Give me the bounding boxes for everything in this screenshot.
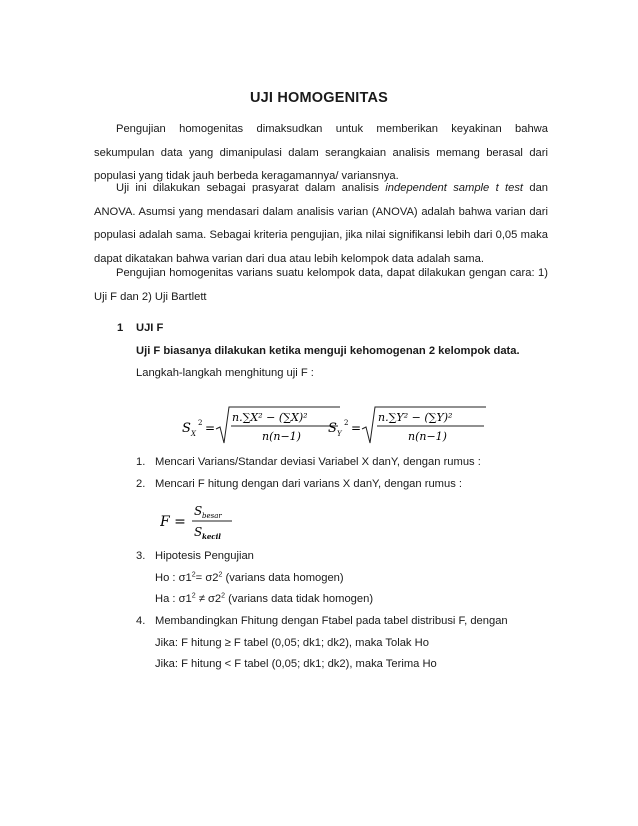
sx-numerator: n.∑X² − (∑X)² [232,411,308,424]
hypothesis-ho [155,571,344,585]
intro-paragraph-2-text-b: dan ANOVA. Asumsi yang mendasari dalam analisis varian (ANOVA) adalah bahwa varian dari populasi adalah sama. Sebagai kriteria pengujian, jika nilai signifikansi lebih dari 0,05 maka dapat dikatakan bahwa varian dari dua atau lebih kelompok data adalah sama. [94,182,549,265]
formula-sx-svg [182,405,342,447]
f-numerator-sub: besar [202,512,222,520]
step-4-number: 4. [136,615,146,627]
formula-f-svg [160,500,260,544]
sy-numerator: n.∑Y² − (∑Y)² [378,411,453,424]
ha-exp-2: 2 [221,592,226,600]
page-title: UJI HOMOGENITAS [249,90,389,106]
decision-reject: Jika: F hitung ≥ F tabel (0,05; dk1; dk2), maka Tolak Ho [155,637,429,649]
step-2-text: Mencari F hitung dengan dari varians X danY, dengan rumus : [155,478,463,490]
step-4-text: Membandingkan Fhitung dengan Ftabel pada tabel distribusi F, dengan [155,615,508,627]
f-numerator: S [194,504,203,518]
sx-exponent: 2 [198,419,203,427]
ha-part-c: (varians data tidak homogen) [225,593,374,605]
sx-equals: = [205,421,216,435]
f-denominator-sub: kecil [202,532,221,541]
formula-sy-svg [328,405,488,447]
step-3-number: 3. [136,550,146,562]
sx-denominator: n(n−1) [262,430,301,443]
decision-accept: Jika: F hitung < F tabel (0,05; dk1; dk2), maka Terima Ho [155,658,437,670]
intro-paragraph-2 [94,177,548,271]
ho-exp-1: 2 [191,571,196,579]
step-3-text: Hipotesis Pengujian [155,550,254,562]
f-lhs: F = [160,514,186,530]
f-denominator: S [194,525,203,539]
sy-equals: = [351,421,362,435]
step-2-number: 2. [136,478,146,490]
formula-sx [182,405,342,447]
sy-symbol: S [328,421,337,436]
intro-paragraph-2-italic: independent sample t test [385,182,524,194]
ho-exp-2: 2 [218,571,223,579]
step-1-text: Mencari Varians/Standar deviasi Variabel X danY, dengan rumus : [155,456,481,468]
intro-paragraph-2-text-a: Uji ini dilakukan sebagai prasyarat dalam analisis [116,182,386,194]
section-bold-line: Uji F biasanya dilakukan ketika menguji kehomogenan 2 kelompok data. [136,345,520,357]
ho-part-b: = σ2 [195,572,219,584]
ha-part-b: ≠ σ2 [195,593,222,605]
formula-sy [328,405,488,447]
sx-subscript: X [191,430,196,438]
formula-f [160,500,260,544]
step-1-number: 1. [136,456,146,468]
intro-paragraph-3 [94,262,548,309]
ha-part-a: Ha : σ1 [155,593,192,605]
steps-intro: Langkah-langkah menghitung uji F : [136,367,314,379]
hypothesis-ha [155,592,373,606]
ho-part-c: (varians data homogen) [222,572,344,584]
sy-exponent: 2 [344,419,349,427]
ho-part-a: Ho : σ1 [155,572,192,584]
sy-subscript: Y [337,430,342,438]
sy-denominator: n(n−1) [408,430,447,443]
sx-symbol: S [182,421,191,436]
section-number: 1 [117,322,124,334]
ha-exp-1: 2 [191,592,196,600]
intro-paragraph-3-text: Pengujian homogenitas varians suatu kelompok data, dapat dilakukan gengan cara: 1) Uji F dan 2) Uji Bartlett [94,267,548,303]
section-heading: UJI F [136,322,164,334]
intro-paragraph-1-text: Pengujian homogenitas dimaksudkan untuk memberikan keyakinan bahwa sekumpulan data yang dimanipulasi dalam serangkaian analisis memang berasal dari populasi yang tidak jauh berbeda keragamannya/ variansnya. [94,123,548,182]
